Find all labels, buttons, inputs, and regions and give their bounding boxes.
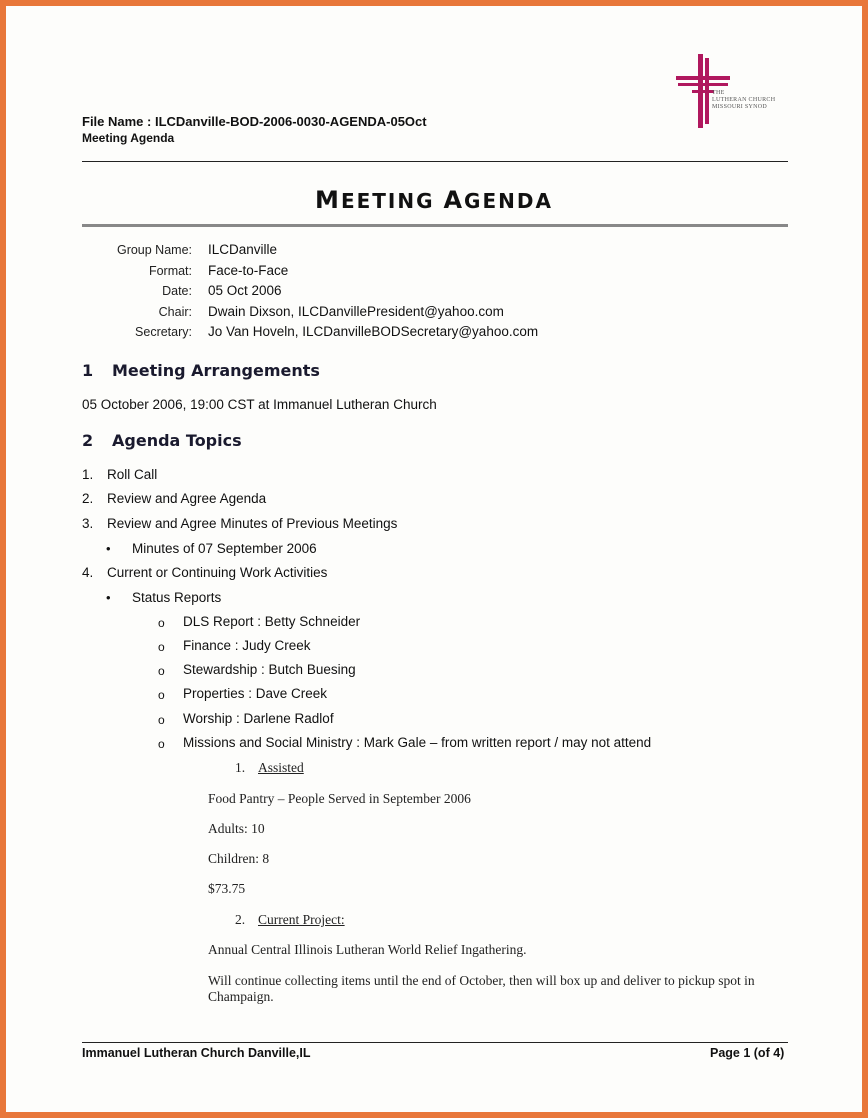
agenda-subitem: Status Reports [132, 590, 222, 605]
report-item: Worship : Darlene Radlof [183, 711, 334, 726]
secretary-value: Jo Van Hoveln, ILCDanvilleBODSecretary@yahoo.com [208, 324, 539, 339]
missions-number: 2. [235, 912, 246, 927]
circle-bullet-icon: o [158, 737, 165, 751]
section-title: Meeting Arrangements [112, 361, 320, 380]
section-number: 1 [82, 361, 94, 380]
chair-value: Dwain Dixson, ILCDanvillePresident@yahoo.com [208, 304, 504, 319]
logo-text [712, 90, 792, 111]
adults-text: Adults: 10 [208, 821, 265, 836]
agenda-item: Current or Continuing Work Activities [107, 565, 328, 580]
page-number: Page 1 (of 4) [710, 1046, 785, 1060]
circle-bullet-icon: o [158, 640, 165, 654]
date-value: 05 Oct 2006 [208, 283, 282, 298]
collecting-text: Will continue collecting items until the end of October, then will box up and deliver to pickup spot in [208, 973, 755, 988]
agenda-item-number: 2. [82, 491, 94, 506]
title-rest: GENDA [464, 189, 553, 213]
bullet-icon: • [106, 590, 111, 605]
report-item: Stewardship : Butch Buesing [183, 662, 356, 677]
title-rest: EETING [340, 189, 435, 213]
title-rule [82, 224, 788, 227]
agenda-item: Review and Agree Minutes of Previous Meetings [107, 516, 398, 531]
footer-rule [82, 1042, 788, 1043]
page-title [6, 186, 862, 214]
assisted-heading: Assisted [258, 760, 304, 775]
agenda-item: Roll Call [107, 467, 158, 482]
format-value: Face-to-Face [208, 263, 289, 278]
missions-number: 1. [235, 760, 246, 775]
circle-bullet-icon: o [158, 713, 165, 727]
section-number: 2 [82, 431, 94, 450]
agenda-item-number: 4. [82, 565, 94, 580]
section-heading-agenda [82, 431, 242, 450]
report-item: Finance : Judy Creek [183, 638, 311, 653]
report-item: DLS Report : Betty Schneider [183, 614, 361, 629]
section-title: Agenda Topics [112, 431, 242, 450]
report-item: Missions and Social Ministry : Mark Gale – from written report / may not attend [183, 735, 652, 750]
title-cap: A [443, 186, 465, 214]
logo-line: THE [712, 90, 725, 96]
arrangements-text: 05 October 2006, 19:00 CST at Immanuel Lutheran Church [82, 397, 437, 412]
ingathering-text: Annual Central Illinois Lutheran World Relief Ingathering. [208, 942, 527, 957]
circle-bullet-icon: o [158, 616, 165, 630]
footer-organization: Immanuel Lutheran Church Danville,IL [82, 1046, 311, 1060]
logo-line: LUTHERAN CHURCH [712, 97, 776, 103]
pantry-text: Food Pantry – People Served in September 2006 [208, 791, 471, 806]
agenda-item-number: 1. [82, 467, 94, 482]
bullet-icon: • [106, 541, 111, 556]
secretary-label: Secretary: [135, 325, 192, 339]
children-text: Children: 8 [208, 851, 270, 866]
current-project-heading: Current Project: [258, 912, 345, 927]
group-name-label: Group Name: [116, 243, 192, 257]
agenda-item: Review and Agree Agenda [107, 491, 267, 506]
amount-text: $73.75 [208, 881, 246, 896]
date-label: Date: [162, 284, 192, 298]
report-item: Properties : Dave Creek [183, 686, 328, 701]
doc-type: Meeting Agenda [82, 131, 175, 145]
file-name: File Name : ILCDanville-BOD-2006-0030-AGENDA-05Oct [82, 114, 427, 129]
section-heading-arrangements [82, 361, 320, 380]
agenda-item-number: 3. [82, 516, 94, 531]
logo-line: MISSOURI SYNOD [712, 104, 768, 110]
header-rule [82, 161, 788, 162]
circle-bullet-icon: o [158, 688, 165, 702]
circle-bullet-icon: o [158, 664, 165, 678]
chair-label: Chair: [158, 305, 192, 319]
title-cap: M [315, 186, 341, 214]
collecting-text-cont: Champaign. [208, 989, 274, 1004]
format-label: Format: [148, 264, 192, 278]
group-name-value: ILCDanville [208, 242, 278, 257]
agenda-subitem: Minutes of 07 September 2006 [132, 541, 317, 556]
